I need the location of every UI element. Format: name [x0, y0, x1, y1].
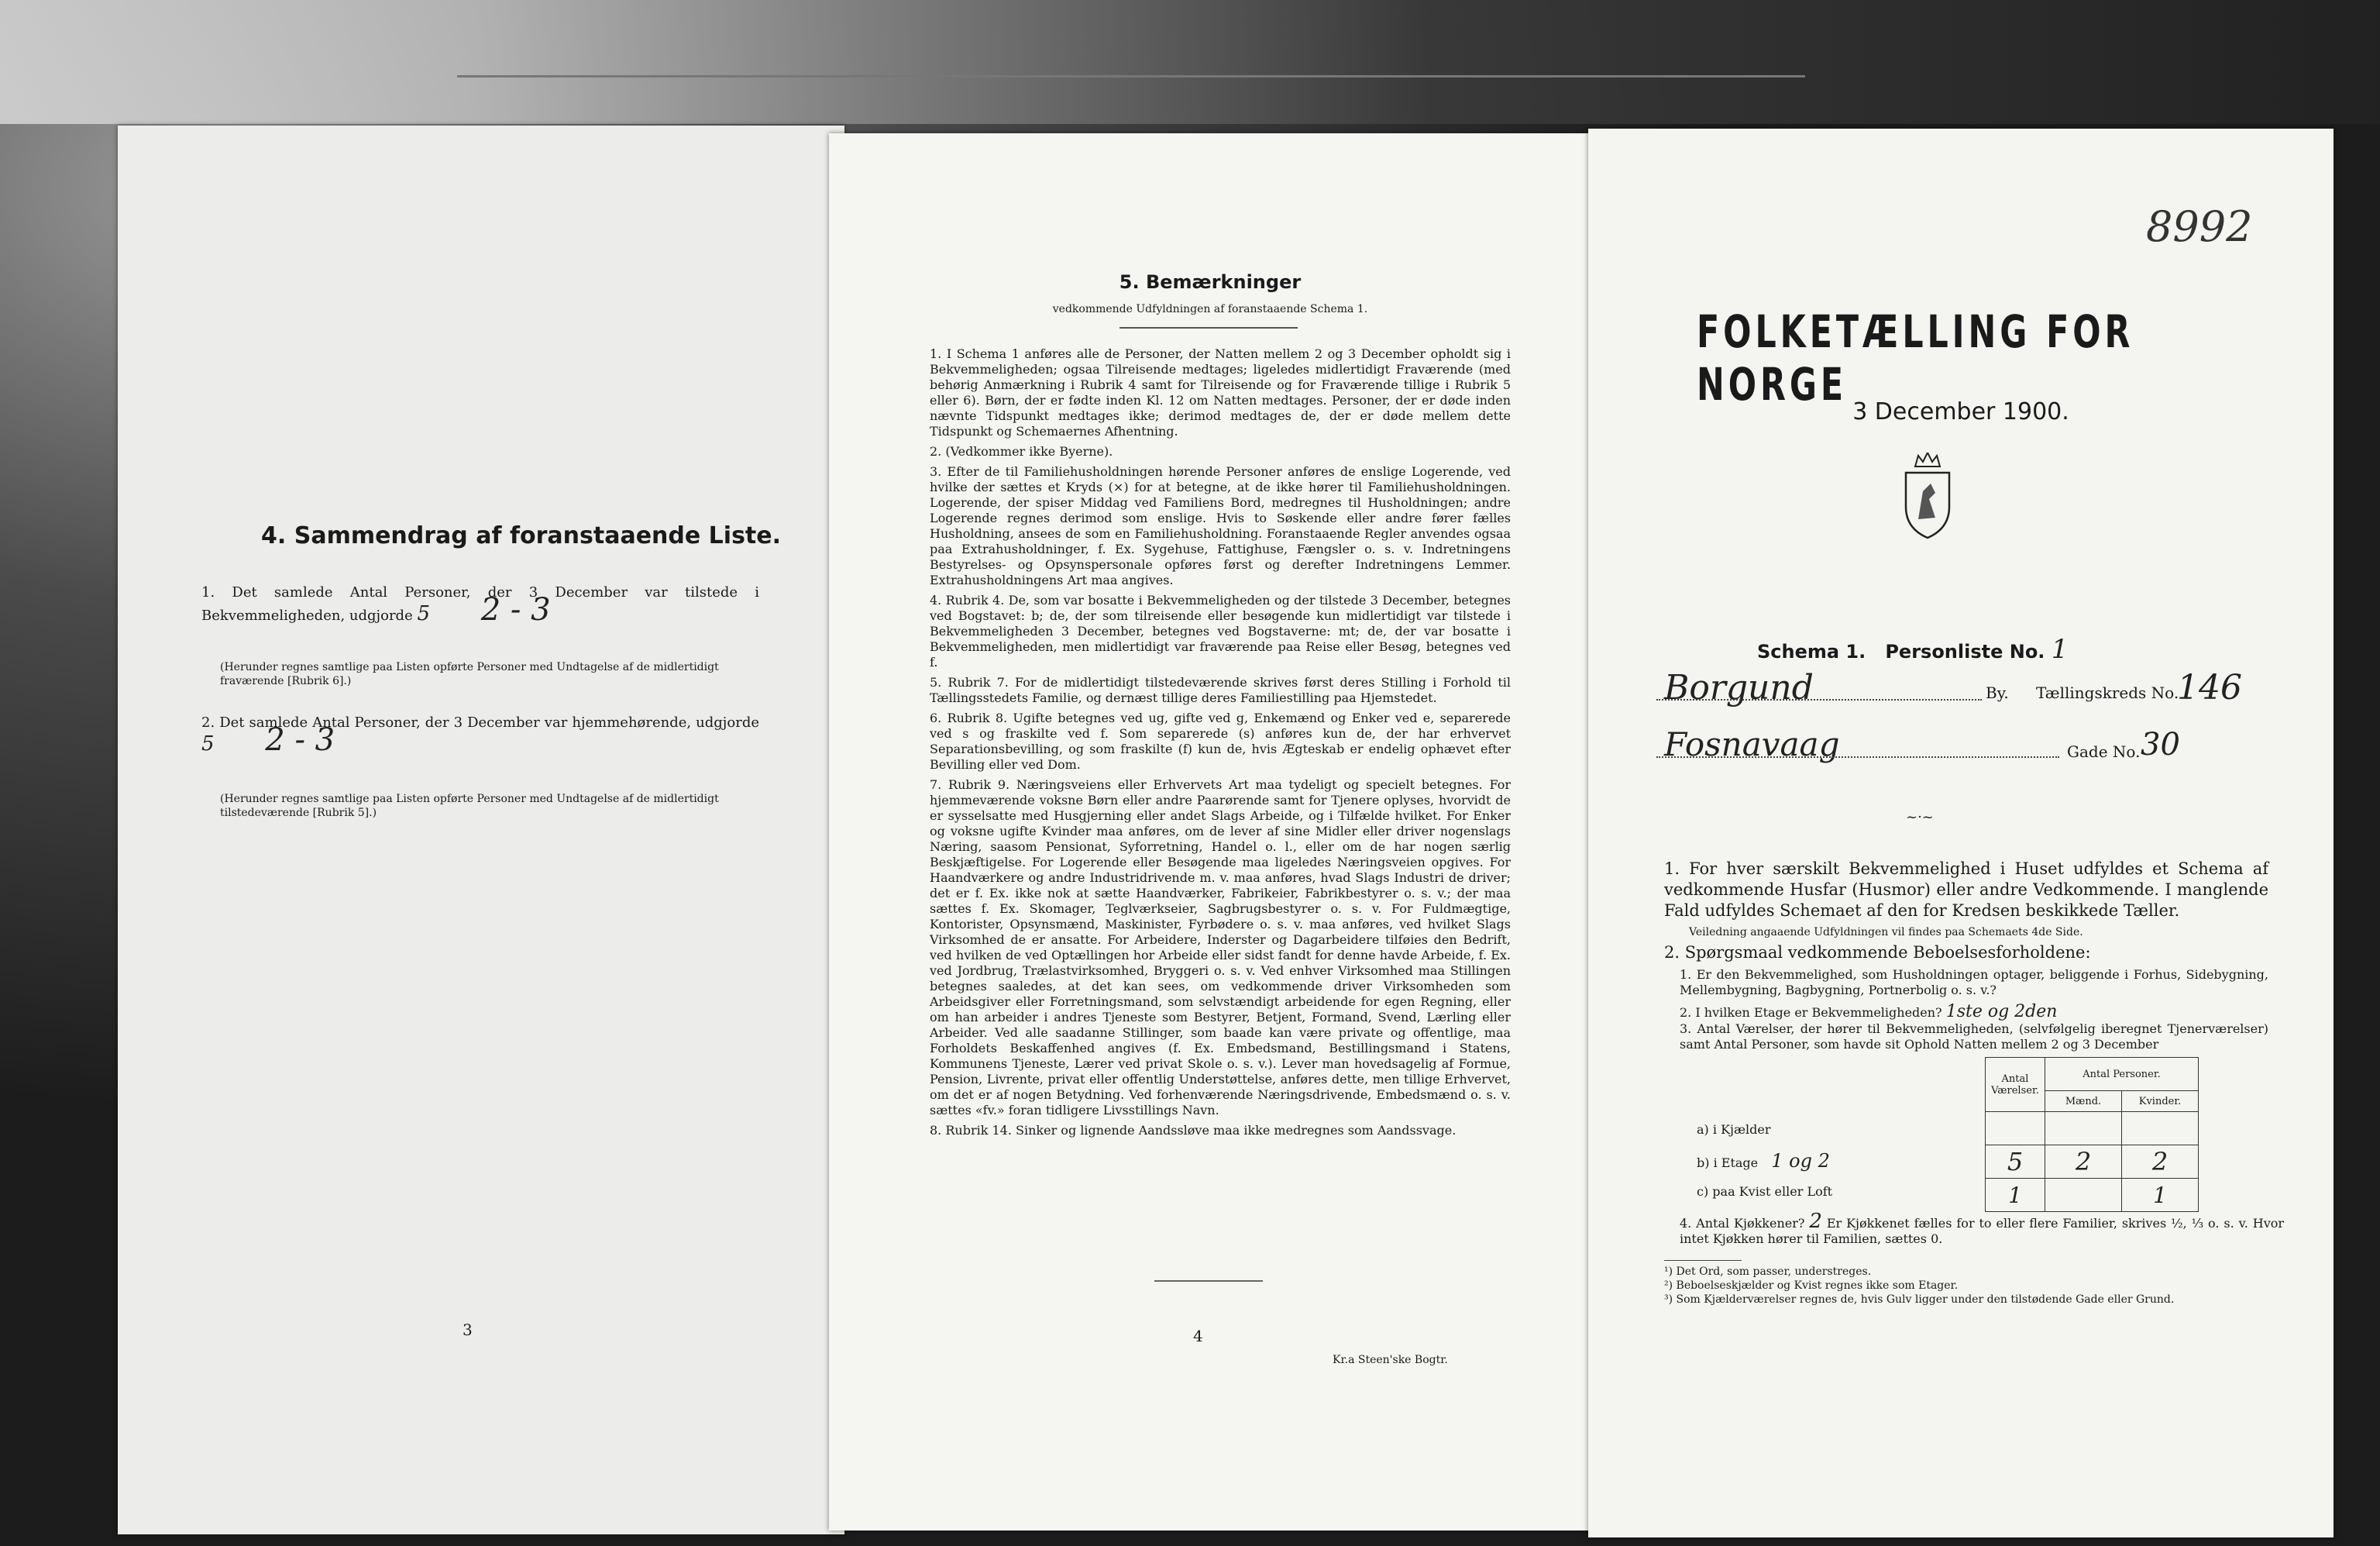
question-2-handwriting: 1ste og 2den: [1945, 1002, 2058, 1021]
item1-value: 5: [417, 602, 431, 625]
summary-item-2: 2. Det samlede Antal Personer, der 3 December var hjemmehørende, udgjorde 5 2 - 3: [201, 714, 759, 758]
remarks-rule: [1119, 327, 1298, 329]
scanner-edge: [0, 0, 2380, 124]
c-rooms: 1: [1986, 1179, 2045, 1212]
question-1: 1. Er den Bekvemmelighed, som Husholdningen optager, beliggende i Forhus, Sidebygning, Mellembygning, Bagbygning, Portnerbolig o. s. v.?: [1680, 967, 2268, 997]
street-line: [1656, 725, 2292, 764]
remark-2: 2. (Vedkommer ikke Byerne).: [930, 444, 1113, 459]
remark-8: 8. Rubrik 14. Sinker og lignende Aandssløve maa ikke medregnes som Aandssvage.: [930, 1123, 1457, 1138]
gade-value: 30: [2141, 727, 2180, 763]
remarks-body: [930, 346, 1511, 1143]
summary-note-2: (Herunder regnes samtlige paa Listen opførte Personer med Undtagelse af de midlertidigt tilstedeværende [Rubrik 5].): [220, 793, 719, 819]
th-rooms: Antal Værelser.: [1986, 1058, 2045, 1112]
question-4-handwriting: 2: [1809, 1210, 1822, 1233]
remark-3: 3. Efter de til Familiehusholdningen hørende Personer anføres de enslige Logerende, ved hvilke der sættes et Kryds (×) for at betegne, at de ikke hører til Familiehusholdningen. Logerende, der spiser Middag ved Familiens Bord, medregnes til Husholdningen; andre Logerende regnes derimod som enslige. Hvis to Søskende eller andre fører fælles Husholdning, ansees de som en Familiehusholdning. Foranstaaende Regler anvendes ogsaa paa Extrahusholdninger, f. Ex. Sygehuse, Fattighuse, Fængsler o. s. v. Indretningens Bestyrelses- og Opsynspersonale opføres først og derefter Indretningens Lemmer. Extrahusholdningens Art maa angives.: [930, 464, 1511, 587]
schema-line: Schema 1. Personliste No. 1: [1757, 634, 2069, 665]
footnote-3: ³) Som Kjælderværelser regnes de, hvis Gulv ligger under den tilstødende Gade eller Grund.: [1664, 1293, 2175, 1306]
th-persons: Antal Personer.: [2045, 1058, 2199, 1091]
row-b-handwriting: 1 og 2: [1771, 1150, 1830, 1172]
question-4: 4. Antal Kjøkkener? 2 Er Kjøkkenet fælles for to eller flere Familier, skrives ½, ⅓ o. s. v. Hvor intet Kjøkken hører til Familien, sættes 0.: [1680, 1210, 2285, 1246]
rooms-table: [1985, 1057, 2199, 1212]
form-title: FOLKETÆLLING FOR NORGE: [1697, 305, 2134, 411]
instruction-1-small: Veiledning angaaende Udfyldningen vil findes paa Schemaets 4de Side.: [1689, 926, 2083, 938]
row-b-label: b) i Etage 1 og 2: [1697, 1150, 1830, 1172]
page-right: [1588, 129, 2334, 1537]
remark-1: 1. I Schema 1 anføres alle de Personer, der Natten mellem 2 og 3 December opholdt sig i Bekvemmeligheden; ogsaa Tilreisende medtages; ligeledes midlertidigt Fraværende (med behørig Anmærkning i Rubrik 4 samt for Tilreisende og for Fraværende tillige i Rubrik 5 eller 6). Børn, der er fødte inden Kl. 12 om Natten medtages. Personer, der er døde inden nævnte Tidspunkt medtages ikke; derimod medtages de, der er døde mellem dette Tidspunkt og Schemaernes Afhentning.: [930, 346, 1511, 439]
th-women: Kvinder.: [2122, 1091, 2199, 1112]
street-handwriting: Fosnavaag: [1664, 725, 1840, 763]
page-number-middle: 4: [1193, 1327, 1203, 1345]
footnote-2: ²) Beboelseskjælder og Kvist regnes ikke som Etager.: [1664, 1279, 1959, 1292]
printer-mark: Kr.a Steen'ske Bogtr.: [1333, 1354, 1448, 1366]
archive-number: 8992: [2146, 202, 2253, 251]
ornament: ~·~: [1906, 809, 1934, 825]
question-2: 2. I hvilken Etage er Bekvemmeligheden? 1ste og 2den: [1680, 1002, 2058, 1021]
gade-label: Gade No.: [2067, 742, 2141, 761]
b-women: 2: [2122, 1145, 2199, 1179]
summary-note-1: (Herunder regnes samtlige paa Listen opførte Personer med Undtagelse af de midlertidigt fraværende [Rubrik 6].): [220, 661, 719, 687]
remarks-title: 5. Bemærkninger: [1119, 271, 1302, 293]
footnote-1: ¹) Det Ord, som passer, understreges.: [1664, 1265, 1872, 1278]
coat-of-arms-icon: [1900, 453, 1955, 539]
remark-5: 5. Rubrik 7. For de midlertidigt tilstedeværende skrives først deres Stilling i Forhold til Tællingsstedets Familie, og dernæst tillige deres Familiestilling paa Hjemstedet.: [930, 675, 1511, 705]
row-a-label: a) i Kjælder: [1697, 1122, 1771, 1137]
city-line: [1656, 668, 2292, 707]
krets-label: Tællingskreds No.: [2036, 683, 2179, 702]
end-rule: [1154, 1280, 1263, 1282]
instruction-1: 1. For hver særskilt Bekvemmelighed i Huset udfyldes et Schema af vedkommende Husfar (Husmor) eller andre Vedkommende. I manglende Fald udfyldes Schemaet af den for Kredsen beskikkede Tæller.: [1664, 859, 2268, 920]
page-number-left: 3: [463, 1320, 473, 1339]
remark-4: 4. Rubrik 4. De, som var bosatte i Bekvemmeligheden og der tilstede 3 December, betegnes ved Bogstavet: b; de, der som tilreisende eller besøgende kun midlertidigt var tilstede i Bekvemmeligheden 3 December, betegnes ved Bogstaverne: mt; de, der var bosatte i Bekvemmeligheden, men midlertidigt var fraværende paa Reise eller Besøg, betegnes ved f.: [930, 593, 1511, 670]
form-date: 3 December 1900.: [1852, 398, 2069, 425]
b-men: 2: [2045, 1145, 2122, 1179]
item2-value: 5: [201, 732, 215, 756]
by-label: By.: [1986, 683, 2009, 702]
page-left: [118, 126, 844, 1534]
c-women: 1: [2122, 1179, 2199, 1212]
remarks-subtitle: vedkommende Udfyldningen af foranstaaende Schema 1.: [1052, 303, 1368, 315]
summary-item-1: 1. Det samlede Antal Personer, der 3 December var tilstede i Bekvemmeligheden, udgjorde 5 2 - 3: [201, 584, 759, 628]
item2-handwriting: 2 - 3: [265, 722, 335, 758]
b-rooms: 5: [1986, 1145, 2045, 1179]
item1-handwriting: 2 - 3: [480, 592, 551, 628]
remark-7: 7. Rubrik 9. Næringsveiens eller Erhvervets Art maa tydeligt og specielt betegnes. For hjemmeværende voksne Børn eller andre Paarørende samt for Tjenere oplyses, hvorvidt de er sysselsatte med Husgjerning eller andet Slags Arbeide, og i Tilfælde hvilket. For Enker og voksne ugifte Kvinder maa anføres, om de lever af sine Midler eller driver nogenslags Næring, saasom Pensionat, Syforretning, Handel o. l., eller om de har nogen særlig Beskjæftigelse. For Logerende eller Besøgende maa ligeledes Næringsveien opgives. For Haandværkere og andre Industridrivende m. v. maa anføres, hvad Slags Industri de driver; det er f. Ex. ikke nok at sætte Haandværker, Fabrikeier, Fabrikbestyrer o. s. v.; der maa sættes f. Ex. Skomager, Teglværkseier, Sagbrugsbestyrer o. s. v. For Fuldmægtige, Kontorister, Opsynsmænd, Maskinister, Fyrbødere o. s. v. maa anføres, ved hvilket Slags Virksomhed de er ansatte. For Arbeidere, Inderster og Dagarbeidere tilføies den Bedrift, ved hvilken de ved Optællingen hor Arbeide eller sidst fandt for denne havde Arbeide, f. Ex. ved Jordbrug, Trælastvirksomhed, Bryggeri o. s. v. Ved enhver Virksomhed maa Stillingen betegnes saaledes, at det kan sees, om vedkommende driver Virksomheden som Arbeidsgiver eller Forretningsmand, som selvstændigt arbeidende for egen Regning, eller om han arbeider i andres Tjeneste som Bestyrer, Betjent, Formand, Svend, Lærling eller Arbeider. Ved alle saadanne Stillinger, som baade kan være private og offentlige, maa Forholdets Beskaffenhed angives (f. Ex. Embedsmand, Bestillingsmand i Statens, Kommunens Tjeneste, Lærer ved privat Skole o. s. v.). Lever man hovedsagelig af Formue, Pension, Livrente, privat eller offentlig Understøttelse, anføres dette, men tillige Erhvervet, om det er af nogen Betydning. Ved forhenværende Næringsdrivende, Embedsmænd o. s. v. sættes «fv.» foran tidligere Livsstillings Navn.: [930, 777, 1511, 1117]
remark-6: 6. Rubrik 8. Ugifte betegnes ved ug, gifte ved g, Enkemænd og Enker ved e, separerede ved s og fraskilte ved f. Som separerede (s) anføres kun de, der har erhvervet Separationsbevilling, og som fraskilte (f) kun de, hvis Ægteskab er endelig ophævet efter Bevilling eller ved Dom.: [930, 711, 1511, 772]
instruction-2: 2. Spørgsmaal vedkommende Beboelsesforholdene:: [1664, 943, 2091, 962]
th-men: Mænd.: [2045, 1091, 2122, 1112]
krets-value: 146: [2177, 668, 2242, 708]
page-middle: [829, 133, 1591, 1531]
summary-title: 4. Sammendrag af foranstaaende Liste.: [261, 522, 782, 549]
top-rule: [457, 75, 1805, 77]
personliste-value: 1: [2051, 634, 2069, 665]
row-c-label: c) paa Kvist eller Loft: [1697, 1184, 1833, 1199]
question-3: 3. Antal Værelser, der hører til Bekvemmeligheden, (selvfølgelig iberegnet Tjenerværelser) samt Antal Personer, som havde sit Ophold Natten mellem 2 og 3 December: [1680, 1021, 2268, 1052]
city-handwriting: Borgund: [1664, 668, 1814, 708]
